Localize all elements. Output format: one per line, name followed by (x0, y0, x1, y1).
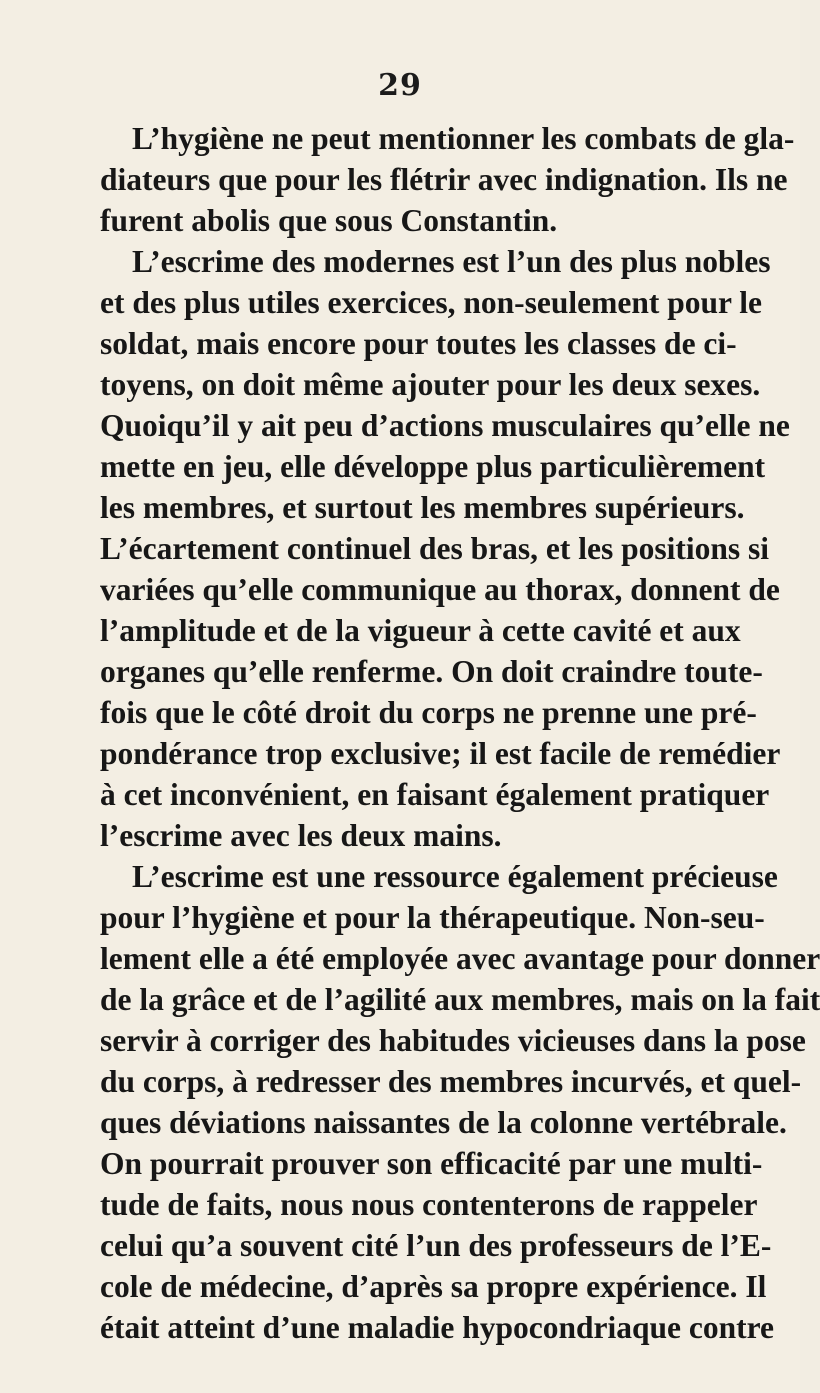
text-line: l’amplitude et de la vigueur à cette cavité et aux (100, 613, 741, 648)
text-line: pour l’hygiène et pour la thérapeutique. Non-seu- (100, 900, 765, 935)
text-line: cole de médecine, d’après sa propre expérience. Il (100, 1269, 767, 1304)
text-line: furent abolis que sous Constantin. (100, 203, 558, 238)
text-line: du corps, à redresser des membres incurvés, et quel- (100, 1064, 802, 1099)
text-line: de la grâce et de l’agilité aux membres, mais on la fait (100, 982, 820, 1017)
page-number: 29 (378, 68, 422, 103)
text-line: L’escrime des modernes est l’un des plus nobles (132, 244, 771, 279)
text-line: fois que le côté droit du corps ne prenne une pré- (100, 695, 757, 730)
text-line: variées qu’elle communique au thorax, donnent de (100, 572, 780, 607)
text-line: Quoiqu’il y ait peu d’actions musculaires qu’elle ne (100, 408, 790, 443)
text-line: diateurs que pour les flétrir avec indignation. Ils ne (100, 162, 788, 197)
text-line: lement elle a été employée avec avantage pour donner (100, 941, 820, 976)
text-line: servir à corriger des habitudes vicieuses dans la pose (100, 1023, 806, 1058)
text-line: L’escrime est une ressource également précieuse (132, 859, 778, 894)
text-line: à cet inconvénient, en faisant également pratiquer (100, 777, 770, 812)
text-line: L’hygiène ne peut mentionner les combats de gla- (132, 121, 795, 156)
text-line: les membres, et surtout les membres supérieurs. (100, 490, 745, 525)
text-line: organes qu’elle renferme. On doit craindre toute- (100, 654, 763, 689)
body-text (100, 118, 820, 1348)
text-line: l’escrime avec les deux mains. (100, 818, 502, 853)
text-line: soldat, mais encore pour toutes les classes de ci- (100, 326, 737, 361)
text-line: ques déviations naissantes de la colonne vertébrale. (100, 1105, 787, 1140)
text-line: celui qu’a souvent cité l’un des professeurs de l’E- (100, 1228, 772, 1263)
text-line: toyens, on doit même ajouter pour les deux sexes. (100, 367, 761, 402)
text-line: On pourrait prouver son efficacité par une multi- (100, 1146, 763, 1181)
text-line: L’écartement continuel des bras, et les positions si (100, 531, 770, 566)
text-line: pondérance trop exclusive; il est facile de remédier (100, 736, 781, 771)
text-line: tude de faits, nous nous contenterons de rappeler (100, 1187, 758, 1222)
text-line: mette en jeu, elle développe plus particulièrement (100, 449, 766, 484)
text-line: était atteint d’une maladie hypocondriaque contre (100, 1310, 775, 1345)
text-line: et des plus utiles exercices, non-seulement pour le (100, 285, 763, 320)
